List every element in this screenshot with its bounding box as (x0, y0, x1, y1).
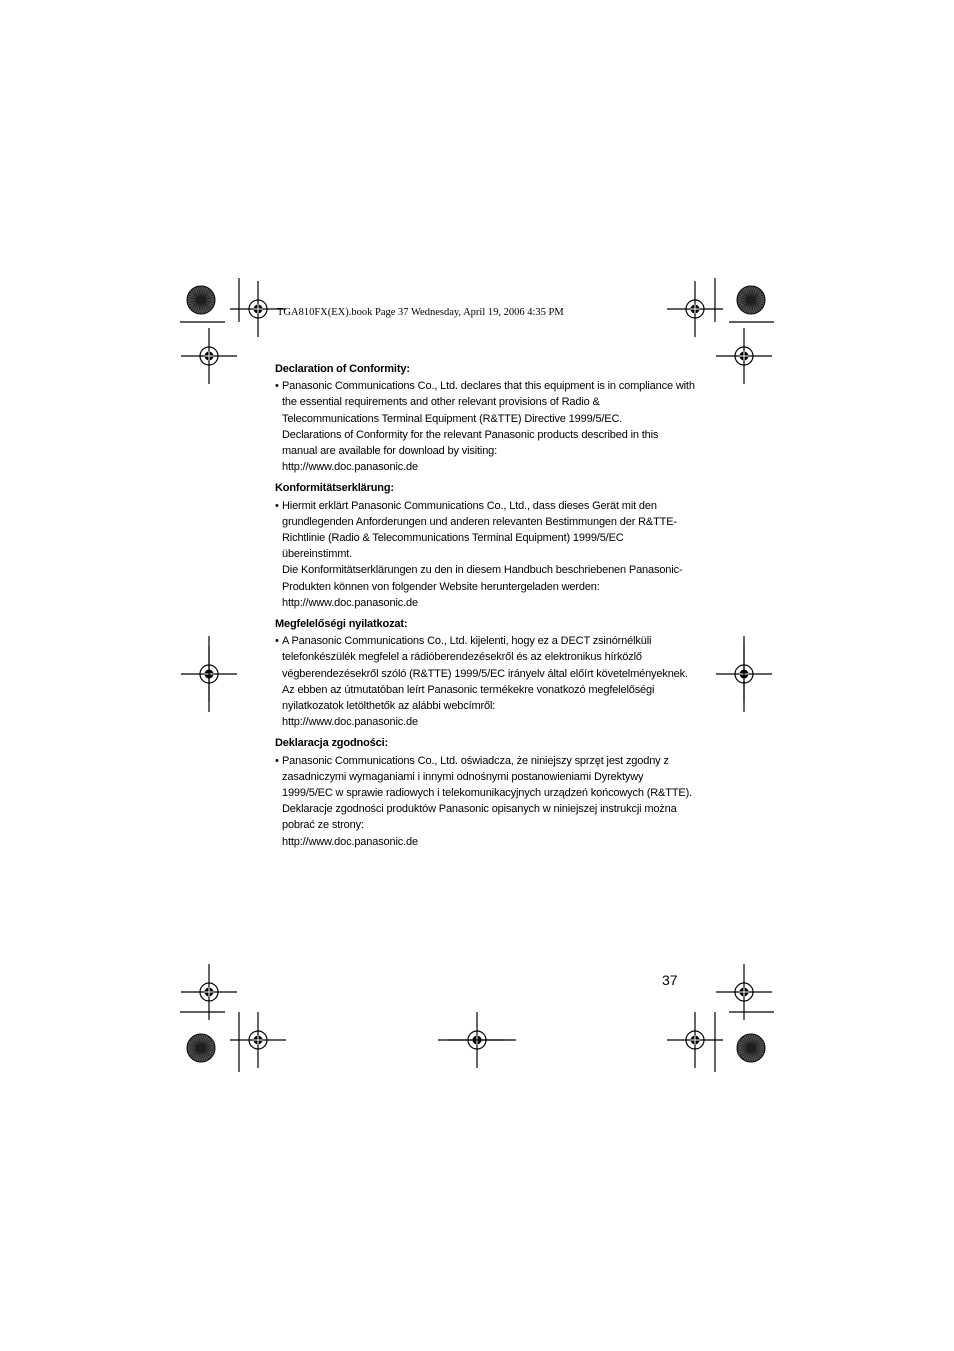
bullet-icon: • (275, 380, 279, 393)
list-item (275, 498, 695, 611)
registration-crosshair-icon (716, 328, 772, 384)
paragraph: Die Konformitätserklärungen zu den in diesem Handbuch beschriebenen Panasonic-Produkten können von folgender Website heruntergeladen werden: (282, 564, 683, 593)
registration-crosshair-icon (181, 328, 237, 384)
section-declaration-en (275, 361, 695, 475)
paragraph: Panasonic Communications Co., Ltd. declares that this equipment is in compliance with the essential requirements and other relevant provisions of Radio & Telecommunications Terminal Equipment (R&TTE) Directive 1999/5/EC. (282, 380, 695, 425)
website-link: http://www.doc.panasonic.de (282, 596, 418, 609)
website-link: http://www.doc.panasonic.de (282, 716, 418, 729)
section-title: Declaration of Conformity: (275, 363, 410, 375)
starburst-target-icon (737, 286, 765, 314)
website-link: http://www.doc.panasonic.de (282, 835, 418, 848)
section-declaration-hu (275, 616, 695, 730)
section-title: Konformitätserklärung: (275, 482, 394, 495)
bullet-icon: • (275, 499, 279, 512)
page-number: 37 (662, 972, 678, 988)
paragraph: Declarations of Conformity for the relevant Panasonic products described in this manual are available for download by visiting: (282, 428, 659, 458)
starburst-target-icon (737, 1034, 765, 1062)
list-item (275, 753, 695, 850)
paragraph: A Panasonic Communications Co., Ltd. kijelenti, hogy ez a DECT zsinórnélküli telefonkészülék megfelel a rádióberendezésekről és az elektronikus hírközlő végberendezésekről szóló (R&TTE) 1999/5/EC irányelv által előírt követelményeknek. (282, 635, 688, 680)
paragraph: Panasonic Communications Co., Ltd. oświadcza, że niniejszy sprzęt jest zgodny z zasadniczymi wymaganiami i innymi odnośnymi postanowieniami Dyrektywy 1999/5/EC w sprawie radiowych i telekomunikacyjnych urządzeń końcowych (R&TTE). (282, 754, 692, 800)
website-link: http://www.doc.panasonic.de (282, 461, 418, 474)
paragraph: Hiermit erklärt Panasonic Communications Co., Ltd., dass dieses Gerät mit den grundlegenden Anforderungen und anderen relevanten Bestimmungen der R&TTE-Richtlinie (Radio & Telecommunications Terminal Equipment) 1999/5/EC übereinstimmt. (282, 499, 677, 561)
section-title: Deklaracja zgodności: (275, 737, 389, 750)
starburst-target-icon (187, 286, 215, 314)
list-item (275, 378, 695, 475)
conformity-declarations (275, 361, 695, 855)
starburst-target-icon (187, 1034, 215, 1062)
bullet-icon: • (275, 754, 279, 767)
list-item (275, 633, 695, 730)
section-declaration-de (275, 480, 695, 611)
section-declaration-pl (275, 735, 695, 849)
print-info-header: TGA810FX(EX).book Page 37 Wednesday, April 19, 2006 4:35 PM (277, 307, 564, 318)
paragraph: Deklaracje zgodności produktów Panasonic opisanych w niniejszej instrukcji można pobrać ze strony: (282, 803, 677, 832)
section-title: Megfelelőségi nyilatkozat: (275, 618, 408, 631)
bullet-icon: • (275, 635, 279, 648)
paragraph: Az ebben az útmutatóban leírt Panasonic termékekre vonatkozó megfelelőségi nyilatkozatok letölthetők az alábbi webcímről: (282, 683, 655, 713)
